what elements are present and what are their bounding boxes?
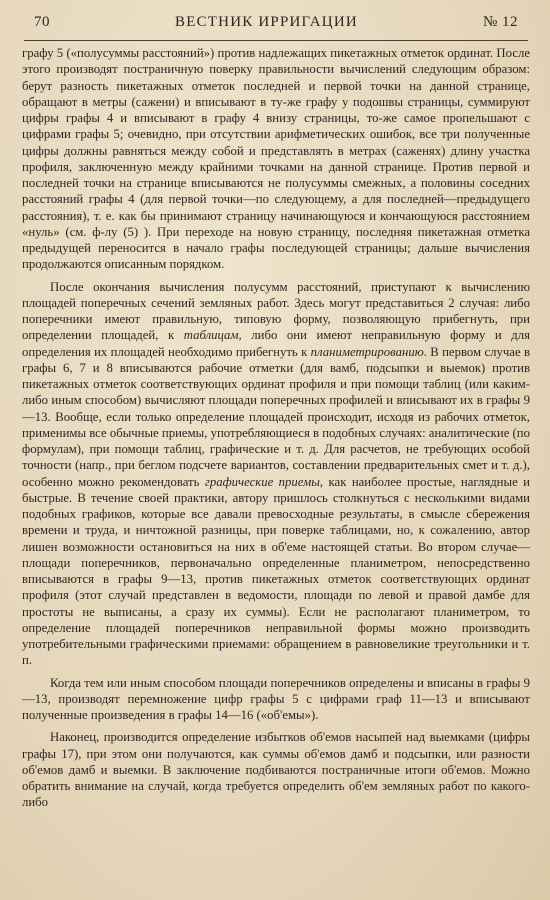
- paragraph-2-text-d: , как наиболее простые, наглядные и быстрые. В течение своей практики, автору пришлось столкнуться с несколькими видами подобных графиков, которые все давали превосходные результаты, в смысле сбережения времени и труда, и ничтожной разницы, при поверке таблицами, но, к сожалению, автор лишен возможности остановиться на них в об'еме настоящей статьи. Во втором случае—площади поперечников, первоначально определенные планиметром, непосредственно вписываются в графы 9—13, против пикетажных отметок соответствующих ординат профиля (этот случай представлен в ведомости, площади по левой и правой дамбе для простоты не выписаны, а сразу их суммы). Если не располагают планиметром, то определение площадей поперечников неправильной формы можно производить употребительными графическими приемами: обращением в равновеликие треугольники и т. п.: [22, 474, 530, 668]
- paragraph-4-text: Наконец, производится определение избытков об'емов насыпей над выемками (цифры графы 17), при этом они получаются, как суммы об'емов дамб и подсыпки, или разности об'емов дамб и выемки. В заключение подбиваются постраничные итоги об'емов. Можно обратить внимание на случай, когда требуется определить об'ем земляных работ по какого-либо: [22, 730, 530, 810]
- emphasis-graphic-methods: графические приемы: [204, 474, 320, 489]
- paragraph-2-text-a: После окончания вычисления полусумм расстояний, приступают к вычислению площадей поперечных сечений земляных работ. Здесь могут представиться 2 случая: либо поперечники имеют правильную, типовую форму, позволяющую прибегнуть, при определении площадей, к: [22, 279, 530, 343]
- paragraph-3-text: Когда тем или иным способом площади поперечников определены и вписаны в графы 9—13, производят перемножение цифр графы 5 с цифрами граф 11—13 и вписывают полученные произведения в графы 14—16 («об'емы»).: [22, 675, 530, 722]
- paragraph-2: [22, 279, 530, 669]
- article-body: [22, 45, 530, 811]
- emphasis-tables: таблицам: [183, 328, 239, 343]
- paragraph-2-text-b: , либо они имеют неправильную форму и для определения их площадей необходимо прибегнуть к: [22, 328, 530, 359]
- page-number: 70: [34, 14, 50, 30]
- paragraph-3: [22, 675, 530, 724]
- issue-number: № 12: [482, 14, 518, 30]
- running-header: [22, 14, 530, 36]
- emphasis-planimetry: планиметрированию: [310, 344, 424, 359]
- journal-title: ВЕСТНИК ИРРИГАЦИИ: [175, 14, 358, 30]
- paragraph-1: [22, 45, 530, 273]
- paragraph-4: [22, 729, 530, 810]
- paragraph-1-text: графу 5 («полусуммы расстояний») против надлежащих пикетажных отметок ординат. После этого производят постраничную поверку правильности вычислений следующим образом: берут разность пикетажных отметок последней и первой точки на данной странице, обращают в метры (сажени) и вписывают в ту-же графу у подошвы страницы, суммируют цифры графы 4 и вписывают в графу 4 внизу страницы, то-же самое пропельшают с цифрами графы 5; очевидно, при отсутствии арифметических ошибок, все три полученные цифры должны равняться между собой и представлять в метрах (саженях) длину участка профиля, заключенную между крайними точками на данной странице. Против первой и последней точки на странице вписываются не полусуммы смежных, а половины соседних расстояний графы 4 (для первой точки—по следующему, а для последней—предыдущего расстояния), т. е. как бы принимают страницу начинающуюся и кончающуюся расстоянием «нуль» (см. ф-лу (5) ). При переходе на новую страницу, последняя пикетажная отметка предыдущей переносится в начало графы последующей страницы; дальше вычисления продолжаются описанным порядком.: [22, 46, 530, 272]
- paragraph-2-text-c: . В первом случае в графы 6, 7 и 8 вписываются рабочие отметки (для вамб, подсыпки и выемок) против пикетажных отметок соответствующих ординат профиля и при помощи таблиц (или каким-либо иным способом) вычисляют площади поперечных профилей и вписывают их в графы 9—13. Вообще, если только определение площадей происходит, исходя из рабочих отметок, применимы все обычные приемы, употребляющиеся в подобных случаях: аналитические (по формулам), при помощи таблиц, графические и т. д. Для расчетов, не требующих особой точности (напр., при беглом подсчете вариантов, составлении предварительных смет и т. д.), особенно можно рекомендовать: [22, 344, 530, 489]
- header-rule: [24, 40, 528, 41]
